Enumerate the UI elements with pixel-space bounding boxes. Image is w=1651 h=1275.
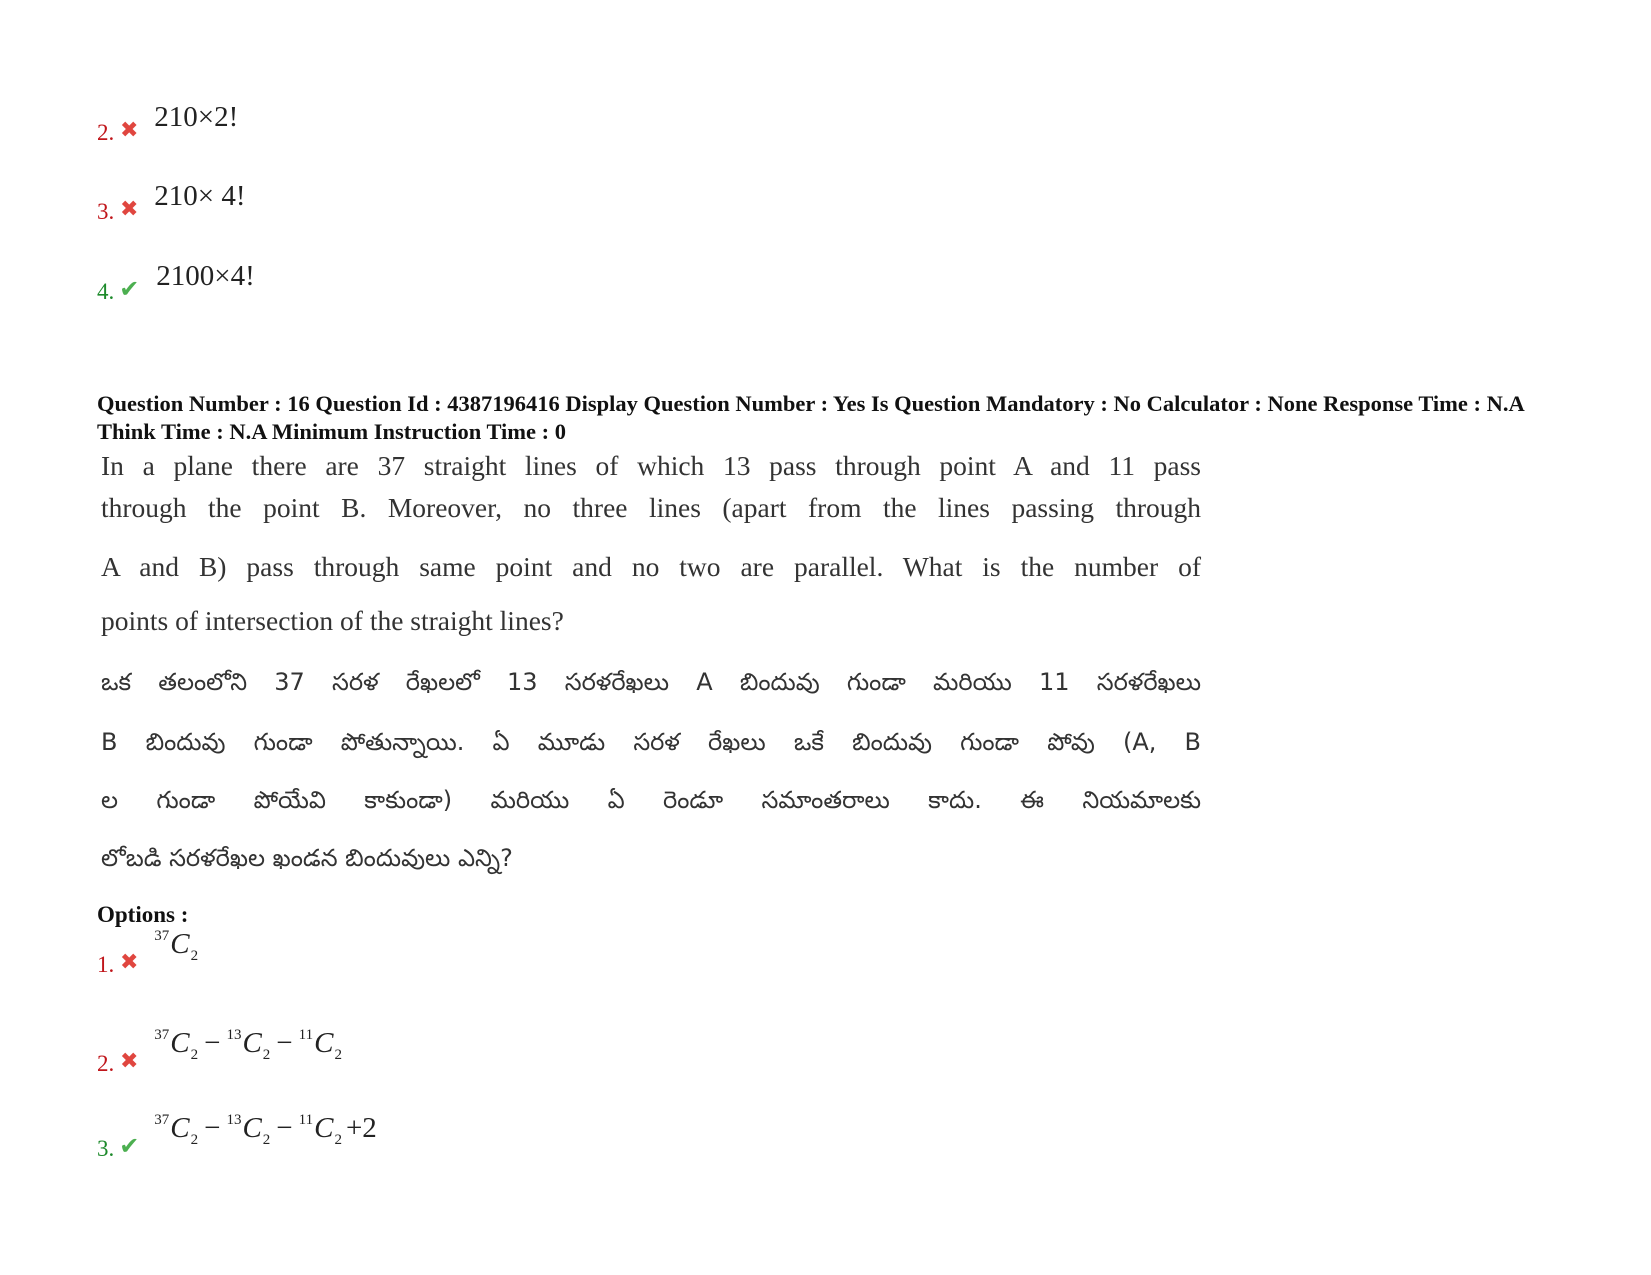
question-line: In a plane there are 37 straight lines of which 13 pass through point A and 11 pass xyxy=(101,450,1201,481)
question-line: points of intersection of the straight lines? xyxy=(101,605,564,636)
formula-base: C xyxy=(170,1112,190,1144)
option-formula xyxy=(154,929,198,964)
options-label: Options : xyxy=(97,902,189,927)
question-meta: Question Number : 16 Question Id : 4387196416 Display Question Number : Yes Is Question Mandatory : No Calculator : None Response Time : N.A Think Time : N.A Minimum Instruction Time : 0 xyxy=(97,391,1524,444)
formula-base: C xyxy=(314,1027,334,1059)
prev-option-4 xyxy=(97,245,255,305)
prev-option-2 xyxy=(97,86,238,146)
option-value: 210× 4! xyxy=(154,180,246,212)
formula-sup: 37 xyxy=(154,928,170,944)
question-line: ఒక తలంలోని 37 సరళ రేఖలలో 13 సరళరేఖలు A బిందువు గుండా మరియు 11 సరళరేఖలు xyxy=(101,668,1201,696)
question-line: A and B) pass through same point and no two are parallel. What is the number of xyxy=(101,551,1201,582)
formula-sub: 2 xyxy=(190,1047,199,1063)
formula-sub: 2 xyxy=(262,1047,271,1063)
cross-icon: ✖ xyxy=(120,1049,139,1074)
option-number: 3. xyxy=(97,199,115,224)
option-number: 1. xyxy=(97,952,115,977)
formula-base: C xyxy=(242,1112,262,1144)
cross-icon: ✖ xyxy=(120,118,139,143)
check-icon: ✔ xyxy=(119,1132,140,1160)
minus-sign: − xyxy=(276,1112,293,1144)
question-line: ల గుండా పోయేవి కాకుండా) మరియు ఏ రెండూ సమాంతరాలు కాదు. ఈ నియమాలకు xyxy=(101,786,1201,814)
formula-sub: 2 xyxy=(190,1132,199,1148)
formula-base: C xyxy=(242,1027,262,1059)
minus-sign: − xyxy=(204,1027,221,1059)
formula-sub: 2 xyxy=(334,1132,342,1148)
question-line: B బిందువు గుండా పోతున్నాయి. ఏ మూడు సరళ రేఖలు ఒకే బిందువు గుండా పోవు (A, B xyxy=(101,728,1201,756)
question-line: through the point B. Moreover, no three lines (apart from the lines passing through xyxy=(101,492,1201,523)
formula-sub: 2 xyxy=(262,1132,271,1148)
formula-sub: 2 xyxy=(334,1047,342,1063)
cross-icon: ✖ xyxy=(120,197,139,222)
formula-tail: +2 xyxy=(345,1112,377,1144)
formula-sup: 37 xyxy=(154,1112,170,1128)
formula-sup: 13 xyxy=(226,1027,242,1043)
formula-sub: 2 xyxy=(190,948,199,964)
option-number: 2. xyxy=(97,120,115,145)
minus-sign: − xyxy=(276,1027,293,1059)
option-formula xyxy=(154,1113,377,1148)
formula-sup: 11 xyxy=(298,1112,314,1128)
formula-sup: 11 xyxy=(298,1027,314,1043)
option-value: 210×2! xyxy=(154,101,239,133)
option-3 xyxy=(97,1102,377,1162)
minus-sign: − xyxy=(204,1112,221,1144)
option-number: 4. xyxy=(97,279,115,304)
option-number: 2. xyxy=(97,1051,115,1076)
prev-option-3 xyxy=(97,165,246,225)
cross-icon: ✖ xyxy=(120,950,139,975)
option-1 xyxy=(97,918,198,978)
formula-base: C xyxy=(170,928,190,960)
question-line: లోబడి సరళరేఖల ఖండన బిందువులు ఎన్ని? xyxy=(101,844,513,872)
formula-sup: 13 xyxy=(226,1112,242,1128)
option-value: 2100×4! xyxy=(156,260,255,292)
formula-base: C xyxy=(314,1112,334,1144)
formula-sup: 37 xyxy=(154,1027,170,1043)
formula-base: C xyxy=(170,1027,190,1059)
option-number: 3. xyxy=(97,1136,115,1161)
check-icon: ✔ xyxy=(119,275,140,303)
option-2 xyxy=(97,1017,342,1077)
option-formula xyxy=(154,1028,342,1063)
